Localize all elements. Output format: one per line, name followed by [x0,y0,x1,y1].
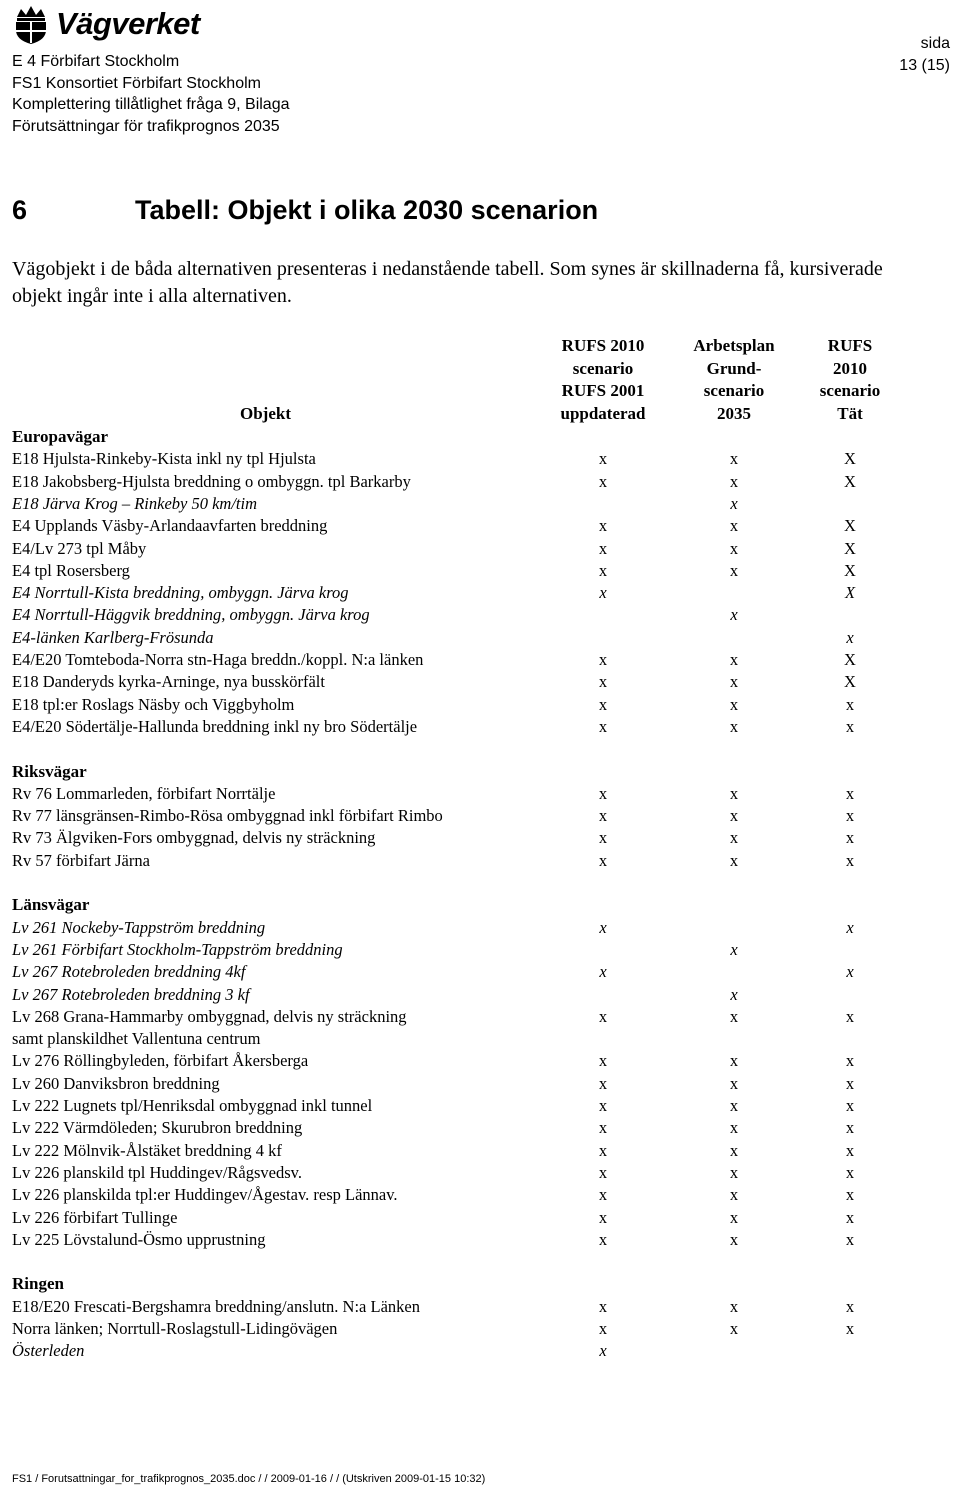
table-row [0,1028,960,1050]
table-row [0,939,960,961]
page-footer: FS1 / Forutsattningar_for_trafikprognos_2035.doc / / 2009-01-16 / / (Utskriven 2009-01-15 10:32) [12,1473,486,1485]
table-section-heading [0,894,960,916]
scenario-mark: x [598,783,608,803]
scenario-mark: x [599,962,607,982]
table-row [0,471,960,493]
scenario-mark: x [598,1207,608,1227]
scenario-mark: x [729,449,739,469]
object-name: Lv 222 Värmdöleden; Skurubron breddning [12,1118,303,1138]
scenario-mark: x [730,939,738,959]
object-name: Österleden [12,1341,85,1361]
scenario-mark: x [846,962,854,982]
table-section-heading [0,426,960,448]
scenario-mark: x [729,828,739,848]
object-name: Lv 226 förbifart Tullinge [12,1207,178,1227]
scenario-mark: x [845,1006,855,1026]
scenario-mark: x [598,1140,608,1160]
object-name: Lv 261 Förbifart Stockholm-Tappström breddning [12,939,343,959]
scenario-mark: x [729,1185,739,1205]
object-name: E18 Danderyds kyrka-Arninge, nya busskörfält [12,672,325,692]
scenario-mark: x [845,1207,855,1227]
table-row [0,783,960,805]
scenario-mark: x [598,471,608,491]
object-name: Rv 73 Älgviken-Fors ombyggnad, delvis ny sträckning [12,828,376,848]
scenario-mark: x [845,783,855,803]
section-label: Riksvägar [12,761,87,781]
scenario-mark: x [730,493,738,513]
object-name: Lv 222 Lugnets tpl/Henriksdal ombyggnad inkl tunnel [12,1096,373,1115]
object-name: Norra länken; Norrtull-Roslagstull-Lidingövägen [12,1319,338,1338]
scenario-mark: X [844,538,856,558]
scenario-mark: x [845,850,855,870]
table-row [0,1117,960,1139]
table-row [0,1318,960,1340]
object-name: Lv 226 planskild tpl Huddingev/Rågsvedsv. [12,1162,302,1182]
scenario-mark: x [846,627,854,647]
scenario-mark: x [598,650,608,669]
section-label: Länsvägar [12,895,90,915]
object-name: Lv 267 Rotebroleden breddning 3 kf [12,984,250,1004]
object-name: Lv 222 Mölnvik-Ålstäket breddning 4 kf [12,1140,282,1160]
table-row [0,1207,960,1229]
scenario-mark: x [845,694,855,714]
table-row [0,1006,960,1028]
table-row [0,1340,960,1362]
table-row [0,649,960,671]
scenario-mark: x [599,1341,607,1361]
section-heading [12,195,598,226]
page-word: sida [920,35,950,52]
scenario-mark: x [598,1229,608,1249]
scenario-mark: X [844,449,856,469]
table-row [0,1095,960,1117]
scenario-mark: x [845,1073,855,1093]
object-name: E4 Upplands Väsby-Arlandaavfarten breddning [12,516,328,536]
object-name: samt planskildhet Vallentuna centrum [12,1029,261,1049]
object-name: E18 Järva Krog – Rinkeby 50 km/tim [12,493,258,513]
scenario-mark: x [729,1096,739,1115]
table-section-heading [0,761,960,783]
table-row [0,850,960,872]
scenario-mark: x [845,806,855,826]
object-name: Lv 276 Röllingbyleden, förbifart Åkersberga [12,1051,309,1071]
document-header [12,51,290,137]
scenario-mark: x [845,1162,855,1182]
scenario-mark: X [844,583,856,603]
scenario-mark: x [598,1319,608,1338]
scenario-mark: x [598,1073,608,1093]
scenario-mark: x [729,672,739,692]
scenario-mark: x [730,605,738,625]
table-row [0,671,960,693]
object-name: E4 Norrtull-Häggvik breddning, ombyggn. Järva krog [12,605,370,625]
scenario-mark: x [598,1162,608,1182]
scenario-mark: X [844,516,856,536]
section-number: 6 [12,195,28,225]
header-line: Förutsättningar för trafikprognos 2035 [12,117,280,135]
table-row [0,1184,960,1206]
scenario-mark: x [598,516,608,536]
scenario-mark: X [844,560,856,580]
scenario-mark: x [845,1051,855,1071]
table-row [0,515,960,537]
scenario-mark: x [729,1140,739,1160]
object-name: E18 tpl:er Roslags Näsby och Viggbyholm [12,694,295,714]
scenario-mark: x [729,516,739,536]
table-row [0,1162,960,1184]
scenario-mark: x [729,783,739,803]
scenario-mark: x [598,716,608,736]
scenario-mark: x [598,449,608,469]
table-row [0,694,960,716]
scenario-mark: x [729,1006,739,1026]
table-row [0,827,960,849]
object-name: Lv 226 planskilda tpl:er Huddingev/Ågestav. resp Lännav. [12,1185,398,1205]
table-row [0,1229,960,1251]
column-header-rufs-2010-2001: RUFS 2010 scenario RUFS 2001 uppdaterad [560,336,646,423]
scenario-mark: x [845,1118,855,1138]
table-row [0,984,960,1006]
scenario-mark: x [598,1118,608,1138]
table-row [0,1073,960,1095]
object-name: E4 Norrtull-Kista breddning, ombyggn. Järva krog [12,583,349,603]
scenario-mark: x [599,917,607,937]
table-section-heading [0,1273,960,1295]
table-row [0,917,960,939]
table-row [0,805,960,827]
header-line: Komplettering tillåtlighet fråga 9, Bilaga [12,96,290,113]
object-name: Lv 260 Danviksbron breddning [12,1073,220,1093]
header-line: E 4 Förbifart Stockholm [12,53,180,70]
table-row [0,538,960,560]
scenario-mark: x [845,1140,855,1160]
scenario-mark: x [846,917,854,937]
scenario-mark: x [598,1185,608,1205]
page-number: 13 (15) [899,56,950,74]
scenario-mark: x [845,828,855,848]
scenario-mark: x [729,560,739,580]
scenario-mark: x [729,471,739,491]
scenario-mark: X [844,650,856,669]
table-row [0,493,960,515]
section-label: Europavägar [12,427,109,446]
table-row [0,716,960,738]
scenario-mark: x [598,806,608,826]
scenario-mark: x [729,694,739,714]
scenario-mark: x [729,1207,739,1227]
scenario-mark: x [729,1296,739,1316]
section-label: Ringen [12,1274,64,1294]
scenario-mark: x [598,538,608,558]
object-name: E18 Jakobsberg-Hjulsta breddning o ombyggn. tpl Barkarby [12,471,411,491]
scenario-mark: x [729,1118,739,1138]
table-row [0,627,960,649]
scenario-mark: x [729,806,739,826]
scenario-mark: x [729,1051,739,1071]
scenario-mark: x [729,1073,739,1093]
scenario-mark: x [598,828,608,848]
scenario-mark: x [598,1051,608,1071]
object-name: E4 tpl Rosersberg [12,560,130,580]
scenario-mark: x [845,1296,855,1316]
table-row [0,961,960,983]
scenario-mark: x [599,583,607,603]
scenario-mark: x [729,650,739,669]
object-name: Lv 267 Rotebroleden breddning 4kf [12,962,246,982]
scenario-mark: x [729,1229,739,1249]
scenario-mark: x [729,716,739,736]
vagverket-logo [12,2,200,46]
table-row [0,1296,960,1318]
logo-text: Vägverket [56,6,200,41]
section-title: Tabell: Objekt i olika 2030 scenarion [135,195,599,225]
scenario-mark: x [598,850,608,870]
object-name: E4-länken Karlberg-Frösunda [12,627,214,647]
table-row [0,560,960,582]
object-name: E18/E20 Frescati-Bergshamra breddning/anslutn. N:a Länken [12,1296,420,1316]
scenario-mark: x [729,1162,739,1182]
table-row [0,448,960,470]
object-name: Rv 77 länsgränsen-Rimbo-Rösa ombyggnad inkl förbifart Rimbo [12,806,443,826]
scenario-mark: x [598,672,608,692]
scenario-mark: X [844,672,856,692]
scenario-mark: x [598,560,608,580]
column-header-rufs-tat: RUFS 2010 scenario Tät [819,336,881,423]
table-row [0,582,960,604]
object-name: E4/E20 Tomteboda-Norra stn-Haga breddn./koppl. N:a länken [12,650,424,669]
object-name: Lv 261 Nockeby-Tappström breddning [12,917,266,937]
header-line: FS1 Konsortiet Förbifart Stockholm [12,74,261,92]
column-header-objekt: Objekt [240,404,291,423]
scenario-mark: x [598,1296,608,1316]
object-name: E4/E20 Södertälje-Hallunda breddning inkl ny bro Södertälje [12,716,418,736]
scenario-mark: x [598,1006,608,1026]
table-row [0,604,960,626]
scenario-mark: X [844,471,856,491]
scenario-mark: x [730,984,738,1004]
page-indicator [899,33,950,76]
object-name: Lv 225 Lövstalund-Ösmo upprustning [12,1229,266,1249]
scenario-mark: x [729,538,739,558]
scenario-mark: x [845,1185,855,1205]
table-row [0,1050,960,1072]
scenario-mark: x [598,694,608,714]
crown-emblem-icon [12,3,50,45]
object-name: Lv 268 Grana-Hammarby ombyggnad, delvis ny sträckning [12,1006,407,1026]
object-name: E4/Lv 273 tpl Måby [12,538,147,558]
scenario-mark: x [845,1096,855,1115]
scenario-mark: x [845,716,855,736]
scenario-mark: x [729,1319,739,1338]
object-name: Rv 76 Lommarleden, förbifart Norrtälje [12,783,276,803]
object-name: Rv 57 förbifart Järna [12,850,150,870]
table-row [0,1140,960,1162]
scenario-mark: x [845,1229,855,1249]
scenario-mark: x [845,1319,855,1338]
intro-paragraph: Vägobjekt i de båda alternativen presenteras i nedanstående tabell. Som synes är skillnaderna få, kursiverade objekt ingår inte i alla alternativen. [12,258,883,307]
object-name: E18 Hjulsta-Rinkeby-Kista inkl ny tpl Hjulsta [12,449,316,469]
table-header [0,335,960,427]
scenario-mark: x [598,1096,608,1115]
column-header-arbetsplan: Arbetsplan Grund- scenario 2035 [693,336,775,423]
scenario-mark: x [729,850,739,870]
